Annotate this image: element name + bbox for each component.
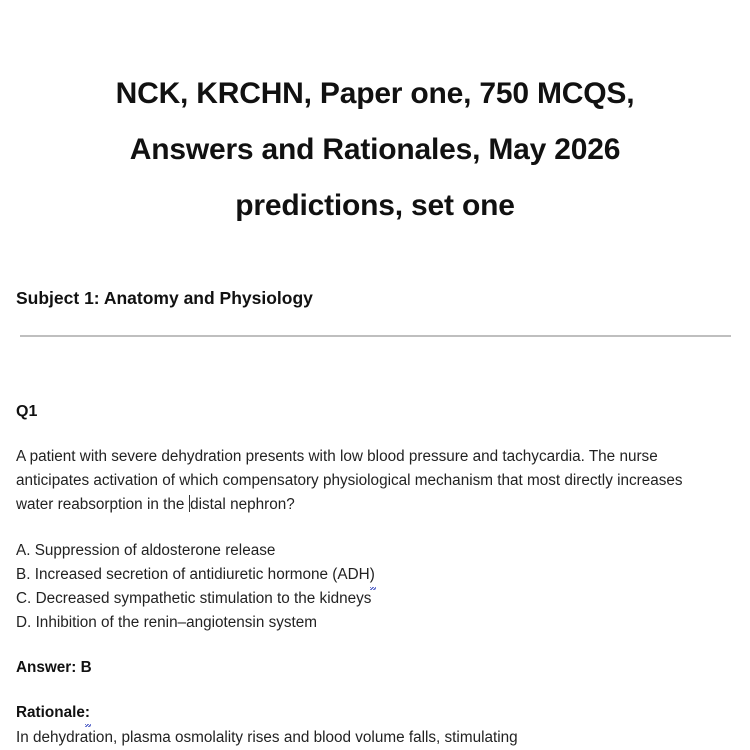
option-b-text: Increased secretion of antidiuretic hormone (ADH (34, 566, 370, 583)
rationale-label-text: Rationale (16, 704, 85, 721)
option-a[interactable] (16, 539, 734, 563)
option-d-text: Inhibition of the renin–angiotensin system (35, 614, 318, 631)
page-title-line-2: Answers and Rationales, May 2026 (129, 133, 621, 166)
question-stem[interactable] (16, 423, 708, 517)
option-c[interactable] (16, 587, 734, 611)
option-c-text: Decreased sympathetic stimulation to the kidneys (35, 590, 372, 607)
option-b[interactable] (16, 563, 734, 587)
answer-options-list (16, 517, 734, 635)
spellcheck-marker-rationale: : (85, 702, 90, 724)
rationale-label (16, 679, 734, 724)
option-d[interactable] (16, 611, 734, 635)
page-title-line-3: predictions, set one (235, 189, 515, 222)
option-a-letter: A. (16, 542, 31, 559)
option-d-letter: D. (16, 614, 32, 631)
page-title-line-1: NCK, KRCHN, Paper one, 750 MCQS, (115, 77, 635, 110)
spellcheck-marker-option-b: ) (370, 563, 375, 587)
question-stem-part-2: distal nephron? (190, 496, 295, 513)
page-title (16, 0, 734, 234)
question-number: Q1 (16, 403, 38, 420)
question-stem-part-1: A patient with severe dehydration presents with low blood pressure and tachycardia. The nurse anticipates activation of which compensatory physiological mechanism that most directly increases water reabsorption in the (16, 448, 683, 513)
option-a-text: Suppression of aldosterone release (34, 542, 276, 559)
answer-line: Answer: B (16, 659, 92, 676)
subject-heading: Subject 1: Anatomy and Physiology (16, 288, 313, 308)
option-c-letter: C. (16, 590, 32, 607)
rationale-text: In dehydration, plasma osmolality rises and blood volume falls, stimulating (16, 729, 518, 746)
option-b-letter: B. (16, 566, 31, 583)
section-divider (20, 335, 731, 337)
